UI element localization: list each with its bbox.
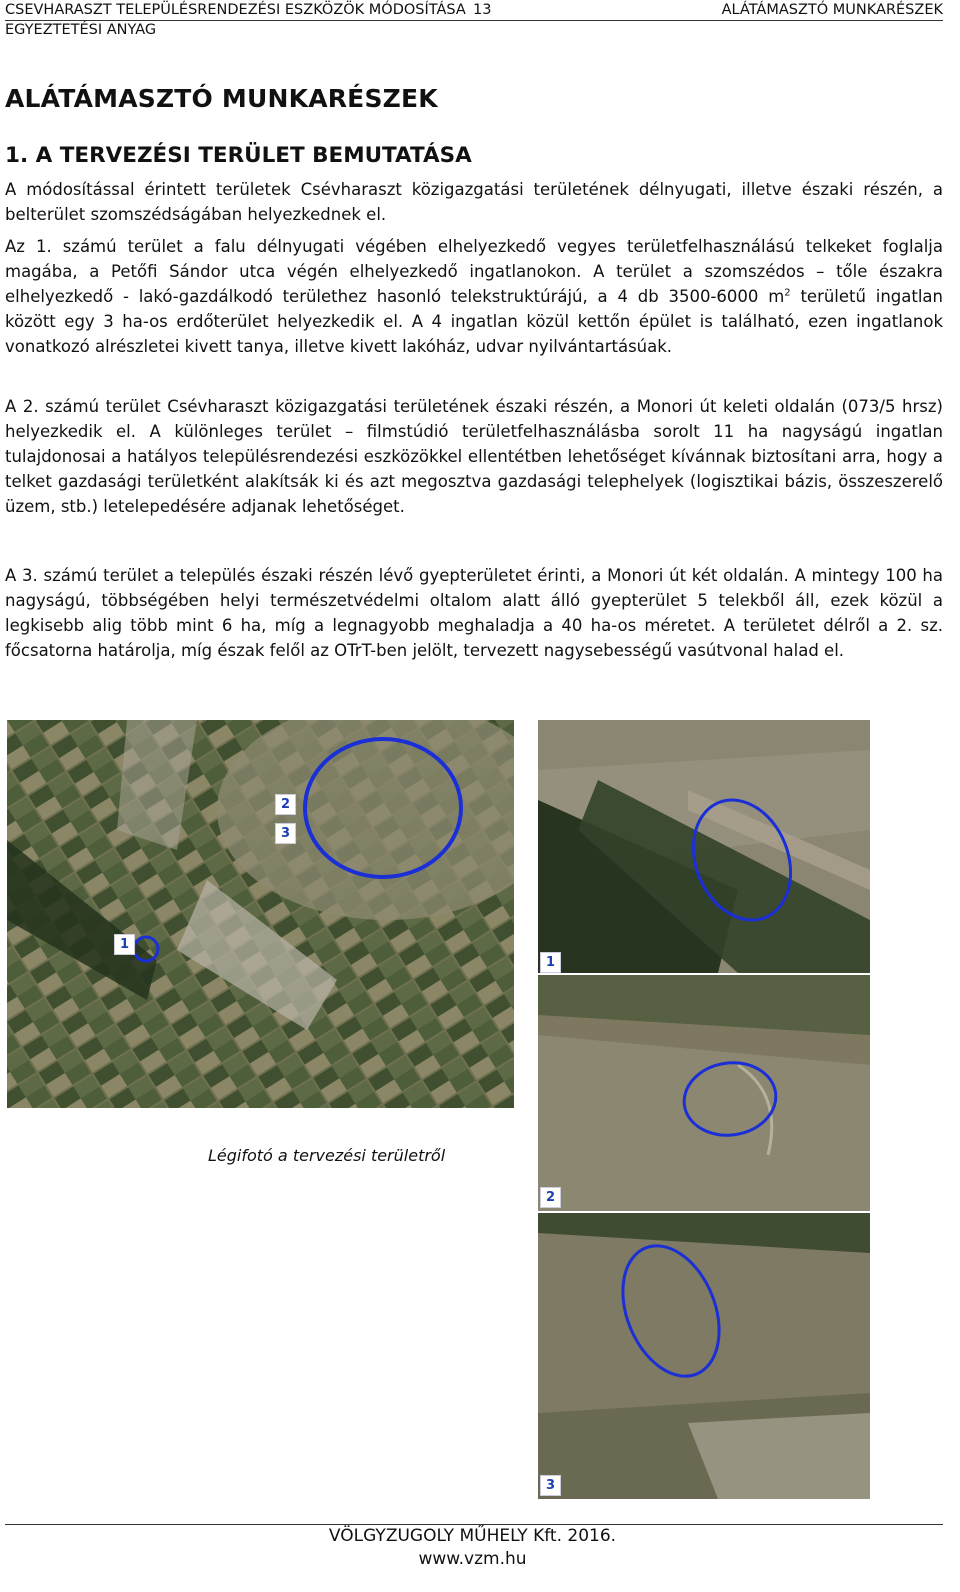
paragraph-intro: A módosítással érintett területek Csévharaszt közigazgatási területének délnyugati, illetve északi részén, a belterület szomszédságában helyezkednek el. [5, 180, 943, 224]
detail-1-label: 1 [540, 952, 561, 973]
header-right: ALÁTÁMASZTÓ MUNKARÉSZEK [721, 2, 943, 18]
footer-divider [5, 1524, 943, 1525]
paragraph-area-1-part-b: területű ingatlan között egy 3 ha-os erdőterület helyezkedik el. A 4 ingatlan közül kettőn épület is található, ezen ingatlanok vonatkozó alrészletei kivett tanya, illetve kivett lakóház, udvar nyilvántartásúak. [5, 287, 944, 356]
paragraph-area-1-part-a: Az 1. számú terület a falu délnyugati végében elhelyezkedő vegyes területfelhasználású telkeket foglalja magába, a Petőfi Sándor utca végén elhelyezkedő ingatlanokon. A terület a szomszédos – tőle északra elhelyezkedő - lakó-gazdálkodó területhez hasonló telekstruktúrájú, a 4 db 3500-6000 m [5, 237, 943, 306]
overview-label-3: 3 [275, 823, 296, 844]
aerial-photo-overview [7, 720, 514, 1108]
paragraph-area-3: A 3. számú terület a település északi részén lévő gyepterületet érinti, a Monori út két oldalán. A mintegy 100 ha nagyságú, többségében helyi természetvédelmi oltalom alatt álló gyepterület 5 telekből áll, ezek közül a legkisebb alig több mint 6 ha, míg a legnagyobb meghaladja a 40 ha-os méretet. A területet délről a 2. sz. főcsatorna határolja, míg észak felől az OTrT-ben jelölt, tervezett nagysebességű vasútvonal halad el. [5, 566, 943, 660]
header-page-number: 13 [473, 2, 492, 18]
footer-company: VÖLGYZUGOLY MŰHELY Kft. 2016. [328, 1526, 617, 1546]
paragraph-area-1 [5, 234, 943, 359]
header-left-line1: CSEVHARASZT TELEPÜLÉSRENDEZÉSI ESZKÖZÖK MÓDOSÍTÁSA [5, 2, 466, 18]
aerial-photo-detail-1 [538, 720, 870, 973]
aerial-detail-1-graphic [538, 720, 870, 973]
aerial-photo-detail-2 [538, 975, 870, 1211]
detail-2-label: 2 [540, 1187, 561, 1208]
aerial-detail-2-graphic [538, 975, 870, 1211]
aerial-photo-detail-3 [538, 1213, 870, 1499]
detail-3-label: 3 [540, 1475, 561, 1496]
header-left-line2: EGYEZTETÉSI ANYAG [5, 22, 157, 38]
section-heading: 1. A TERVEZÉSI TERÜLET BEMUTATÁSA [5, 143, 472, 168]
aerial-detail-3-graphic [538, 1213, 870, 1499]
paragraph-area-2: A 2. számú terület Csévharaszt közigazgatási területének északi részén, a Monori út keleti oldalán (073/5 hrsz) helyezkedik el. A különleges terület – filmstúdió területfelhasználásba sorolt 11 ha nagyságú ingatlan tulajdonosai a hatályos településrendezési eszközökkel ellentétben lehetőséget kívánnak biztosítani arra, hogy a telket gazdasági területként alakítsák ki és azt megosztva gazdasági telephelyek (logisztikai bázis, összeszerelő üzem, stb.) letelepedésére adjanak lehetőséget. [5, 397, 943, 516]
overview-label-2: 2 [275, 794, 296, 815]
overview-label-1: 1 [114, 934, 135, 955]
photo-caption: Légifotó a tervezési területről [208, 1146, 446, 1165]
page-title: ALÁTÁMASZTÓ MUNKARÉSZEK [5, 84, 438, 113]
superscript-square: 2 [784, 287, 791, 299]
footer-url: www.vzm.hu [418, 1549, 527, 1569]
aerial-overview-graphic [7, 720, 514, 1108]
